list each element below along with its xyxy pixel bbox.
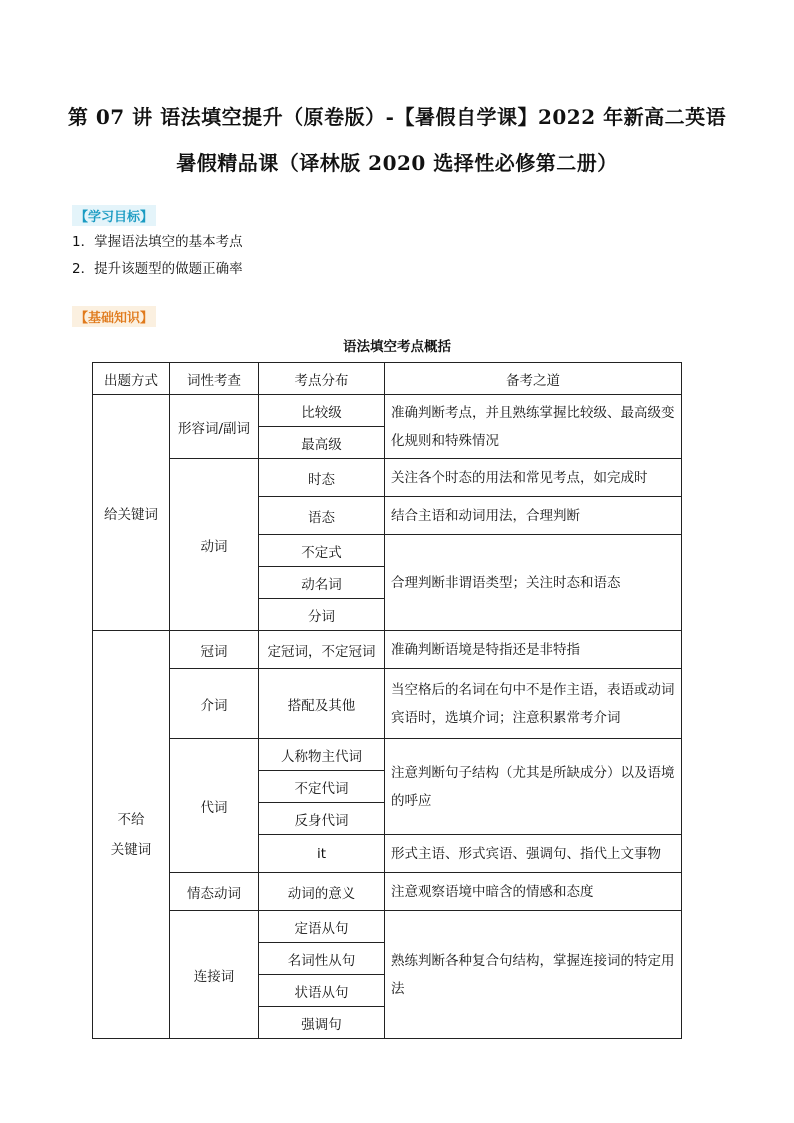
goal-item-1: 1．掌握语法填空的基本考点 xyxy=(72,234,243,250)
pos-cell: 介词 xyxy=(170,669,259,739)
pos-cell: 代词 xyxy=(170,739,259,873)
goal-item-2: 2．提升该题型的做题正确率 xyxy=(72,261,243,277)
learning-goals-heading: 【学习目标】 xyxy=(72,205,156,226)
point-cell: it xyxy=(259,835,385,873)
header-cell: 备考之道 xyxy=(385,363,682,395)
table-row xyxy=(93,395,682,427)
point-cell: 最高级 xyxy=(259,427,385,459)
point-cell: 强调句 xyxy=(259,1007,385,1039)
pos-cell: 冠词 xyxy=(170,631,259,669)
point-cell: 定语从句 xyxy=(259,911,385,943)
table-row xyxy=(93,873,682,911)
pos-cell: 连接词 xyxy=(170,911,259,1039)
advice-cell: 形式主语、形式宾语、强调句、指代上文事物 xyxy=(385,835,682,873)
point-cell: 人称物主代词 xyxy=(259,739,385,771)
point-cell: 反身代词 xyxy=(259,803,385,835)
group-cell-not-given xyxy=(93,631,170,1039)
advice-cell: 结合主语和动词用法，合理判断 xyxy=(385,497,682,535)
point-cell: 定冠词，不定冠词 xyxy=(259,631,385,669)
point-cell: 搭配及其他 xyxy=(259,669,385,739)
advice-cell: 注意观察语境中暗含的情感和态度 xyxy=(385,873,682,911)
table-row xyxy=(93,669,682,739)
point-cell: 分词 xyxy=(259,599,385,631)
group-cell-given: 给关键词 xyxy=(93,395,170,631)
table-row xyxy=(93,911,682,943)
advice-cell: 熟练判断各种复合句结构，掌握连接词的特定用法 xyxy=(385,911,682,1039)
table-row xyxy=(93,459,682,497)
point-cell: 不定式 xyxy=(259,535,385,567)
point-cell: 动词的意义 xyxy=(259,873,385,911)
point-cell: 名词性从句 xyxy=(259,943,385,975)
advice-cell: 准确判断语境是特指还是非特指 xyxy=(385,631,682,669)
point-cell: 状语从句 xyxy=(259,975,385,1007)
advice-cell: 合理判断非谓语类型；关注时态和语态 xyxy=(385,535,682,631)
header-cell: 词性考查 xyxy=(170,363,259,395)
table-header-row xyxy=(93,363,682,395)
group-label-line2: 关键词 xyxy=(110,841,152,858)
table-caption: 语法填空考点概括 xyxy=(343,339,451,355)
header-cell: 出题方式 xyxy=(93,363,170,395)
point-cell: 语态 xyxy=(259,497,385,535)
table-row xyxy=(93,631,682,669)
advice-cell: 注意判断句子结构（尤其是所缺成分）以及语境的呼应 xyxy=(385,739,682,835)
basic-knowledge-heading: 【基础知识】 xyxy=(72,306,156,327)
pos-cell: 情态动词 xyxy=(170,873,259,911)
grammar-points-table xyxy=(92,362,682,1039)
advice-cell: 当空格后的名词在句中不是作主语，表语或动词宾语时，选填介词；注意积累常考介词 xyxy=(385,669,682,739)
document-title-line2: 暑假精品课（译林版 2020 选择性必修第二册） xyxy=(176,151,618,175)
point-cell: 时态 xyxy=(259,459,385,497)
document-title-line1: 第 07 讲 语法填空提升（原卷版）-【暑假自学课】2022 年新高二英语 xyxy=(67,105,727,129)
advice-cell: 准确判断考点，并且熟练掌握比较级、最高级变化规则和特殊情况 xyxy=(385,395,682,459)
pos-cell: 形容词/副词 xyxy=(170,395,259,459)
point-cell: 不定代词 xyxy=(259,771,385,803)
group-label-line1: 不给 xyxy=(117,811,145,828)
pos-cell: 动词 xyxy=(170,459,259,631)
point-cell: 动名词 xyxy=(259,567,385,599)
table-row xyxy=(93,739,682,771)
point-cell: 比较级 xyxy=(259,395,385,427)
advice-cell: 关注各个时态的用法和常见考点，如完成时 xyxy=(385,459,682,497)
header-cell: 考点分布 xyxy=(259,363,385,395)
